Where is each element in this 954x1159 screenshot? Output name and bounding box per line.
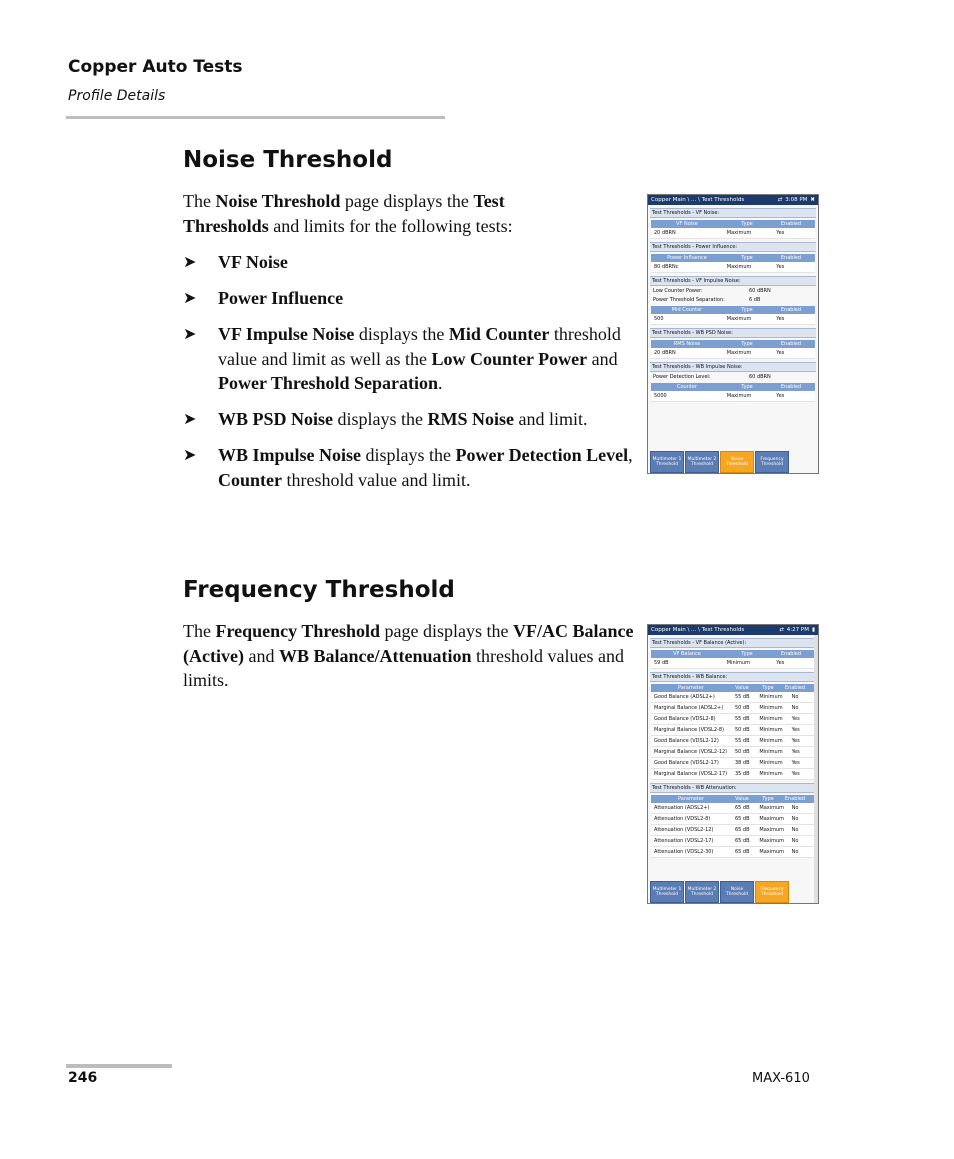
table-cell: Yes <box>776 350 785 356</box>
text: displays the <box>354 324 449 344</box>
table-cell: 20 dBRN <box>654 350 676 356</box>
bullet-arrow-icon: ➤ <box>183 411 197 428</box>
table-header <box>651 340 815 348</box>
emphasis: VF/AC Balance (Active) <box>183 621 634 666</box>
setting-value: 60 dBRN <box>749 287 771 294</box>
page-number: 246 <box>68 1070 98 1086</box>
table-cell: Minimum <box>759 771 783 777</box>
table-header <box>651 383 815 391</box>
table-cell: 59 dB <box>654 660 669 666</box>
table-cell: Minimum <box>759 727 783 733</box>
table-cell: 65 dB <box>734 838 750 844</box>
table-header <box>651 684 815 692</box>
tab-multimeter-1-threshold[interactable]: Multimeter 1 Threshold <box>650 451 684 473</box>
table-cell: Maximum <box>726 264 752 270</box>
column-header: Power Influence <box>667 255 707 261</box>
table-row <box>651 703 815 714</box>
setting-row <box>651 372 815 381</box>
device-clock: 4:27 PM <box>786 627 809 633</box>
table-cell: 50 dB <box>734 749 750 755</box>
table-cell: Yes <box>791 760 800 766</box>
setting-row <box>651 286 815 295</box>
column-header: Enabled <box>780 651 802 657</box>
column-header: Type <box>741 384 753 390</box>
section-label: Test Thresholds - VF Balance (Active): <box>650 638 816 648</box>
sync-icon: ⇄ <box>779 627 784 633</box>
tab-noise-threshold[interactable]: Noise Threshold <box>720 881 754 903</box>
table-cell: No <box>791 694 799 700</box>
table-cell: Maximum <box>726 316 752 322</box>
table-row <box>651 391 815 402</box>
table-cell: 55 dB <box>734 716 750 722</box>
text: The <box>183 621 216 641</box>
emphasis: Noise Threshold <box>215 191 341 211</box>
text: , <box>628 445 633 465</box>
table-cell: Maximum <box>759 838 785 844</box>
emphasis: Power Detection Level <box>455 445 629 465</box>
emphasis: WB PSD Noise <box>218 409 334 429</box>
table-cell: No <box>791 805 799 811</box>
noise-threshold-intro <box>183 189 583 238</box>
table-cell: Good Balance (ADSL2+) <box>654 694 715 700</box>
bullet-arrow-icon: ➤ <box>183 254 197 271</box>
table-cell: Minimum <box>759 716 783 722</box>
table-row <box>651 836 815 847</box>
section-label: Test Thresholds - WB Balance: <box>650 672 816 682</box>
threshold-tabs <box>648 451 789 473</box>
table-cell: Yes <box>791 749 800 755</box>
section-label: Test Thresholds - VF Impulse Noise: <box>650 276 816 286</box>
list-item <box>183 443 643 492</box>
column-header: Type <box>741 651 753 657</box>
table-row <box>651 769 815 780</box>
text: displays the <box>361 445 456 465</box>
device-title-bar <box>648 625 818 635</box>
table-cell: Minimum <box>759 760 783 766</box>
emphasis: Low Counter Power <box>431 348 588 369</box>
table-cell: Yes <box>791 716 800 722</box>
tab-frequency-threshold[interactable]: Frequency Threshold <box>755 451 789 473</box>
table-row <box>651 803 815 814</box>
text: displays the <box>333 409 428 429</box>
text: The <box>183 191 216 211</box>
column-header: Type <box>741 221 753 227</box>
text: page displays the <box>380 621 513 641</box>
table-row <box>651 747 815 758</box>
table-cell: Good Balance (VDSL2-8) <box>654 716 716 722</box>
device-clock: 3:08 PM <box>785 197 808 203</box>
column-header: Enabled <box>780 221 802 227</box>
emphasis: WB Balance/Attenuation <box>278 645 472 666</box>
table-cell: 80 dBRNc <box>654 264 679 270</box>
sync-icon: ⇄ <box>777 197 783 203</box>
column-header: Type <box>741 341 753 347</box>
table-cell: 65 dB <box>734 816 750 822</box>
column-header: Value <box>735 685 749 691</box>
table-header <box>651 254 815 262</box>
emphasis: VF Impulse Noise <box>218 324 355 344</box>
column-header: Enabled <box>780 255 802 261</box>
table-cell: Yes <box>791 771 800 777</box>
table-row <box>651 758 815 769</box>
table-cell: Attenuation (VDSL2-17) <box>654 838 714 844</box>
table-cell: 38 dB <box>734 760 750 766</box>
emphasis: Power Influence <box>218 288 344 308</box>
emphasis: Power Threshold Separation <box>218 373 439 393</box>
list-item <box>183 407 643 432</box>
table-row <box>651 847 815 858</box>
table-row <box>651 725 815 736</box>
table-row <box>651 825 815 836</box>
text: and <box>243 645 279 666</box>
noise-threshold-tables <box>648 208 818 402</box>
header-rule <box>66 116 445 119</box>
section-label: Test Thresholds - VF Noise: <box>650 208 816 218</box>
section-label: Test Thresholds - WB Impulse Noise: <box>650 362 816 372</box>
table-cell: 55 dB <box>734 738 750 744</box>
product-model: MAX-610 <box>752 1071 810 1086</box>
tab-frequency-threshold[interactable]: Frequency Threshold <box>755 881 789 903</box>
text: threshold value and limit as well as the <box>218 324 621 369</box>
column-header: Enabled <box>780 307 802 313</box>
section-label: Test Thresholds - WB PSD Noise: <box>650 328 816 338</box>
table-cell: Attenuation (ADSL2+) <box>654 805 710 811</box>
list-item <box>183 322 643 396</box>
table-row <box>651 714 815 725</box>
table-cell: Yes <box>791 738 800 744</box>
table-cell: Minimum <box>759 749 783 755</box>
table-cell: Yes <box>776 230 785 236</box>
table-header <box>651 306 815 314</box>
table-cell: 65 dB <box>734 849 750 855</box>
setting-label: Power Threshold Separation: <box>653 296 725 303</box>
table-row <box>651 228 815 239</box>
noise-threshold-screenshot <box>647 194 819 474</box>
text: and <box>587 348 618 369</box>
table-header <box>651 220 815 228</box>
footer-rule <box>66 1064 172 1068</box>
column-header: VF Balance <box>673 651 701 657</box>
table-header <box>651 795 815 803</box>
emphasis: WB Impulse Noise <box>218 445 362 465</box>
text: . <box>438 373 443 393</box>
table-cell: 65 dB <box>734 827 750 833</box>
table-row <box>651 658 815 669</box>
column-header: Enabled <box>784 685 806 691</box>
table-cell: Minimum <box>759 705 783 711</box>
table-cell: Attenuation (VDSL2-8) <box>654 816 711 822</box>
table-cell: Minimum <box>759 738 783 744</box>
table-cell: Marginal Balance (VDSL2-8) <box>654 727 724 733</box>
column-header: Parameter <box>677 796 704 802</box>
column-header: Mid Counter <box>671 307 703 313</box>
text: and limit. <box>514 409 588 429</box>
tab-multimeter-2-threshold[interactable]: Multimeter 2 Threshold <box>685 881 719 903</box>
setting-row <box>651 295 815 304</box>
table-cell: Attenuation (VDSL2-12) <box>654 827 714 833</box>
table-cell: Yes <box>776 393 785 399</box>
section-label: Test Thresholds - Power Influence: <box>650 242 816 252</box>
table-cell: Marginal Balance (VDSL2-17) <box>654 771 728 777</box>
table-row <box>651 314 815 325</box>
table-row <box>651 814 815 825</box>
bullet-arrow-icon: ➤ <box>183 326 197 343</box>
column-header: Parameter <box>677 685 704 691</box>
table-row <box>651 262 815 273</box>
table-cell: Marginal Balance (ADSL2+) <box>654 705 724 711</box>
close-icon[interactable]: ✖ <box>810 197 815 203</box>
table-cell: Good Balance (VDSL2-12) <box>654 738 719 744</box>
table-cell: Maximum <box>759 805 785 811</box>
table-cell: Maximum <box>759 827 785 833</box>
table-cell: Good Balance (VDSL2-17) <box>654 760 719 766</box>
chapter-title: Copper Auto Tests <box>68 57 243 77</box>
column-header: Enabled <box>780 384 802 390</box>
emphasis: Test Thresholds <box>183 191 505 236</box>
table-cell: 20 dBRN <box>654 230 676 236</box>
emphasis: Counter <box>218 469 282 490</box>
frequency-threshold-tables <box>648 638 818 858</box>
table-cell: No <box>791 827 799 833</box>
bullet-arrow-icon: ➤ <box>183 290 197 307</box>
device-breadcrumb: Copper Main \ ... \ Test Thresholds <box>651 197 745 203</box>
table-cell: Yes <box>776 316 785 322</box>
column-header: Type <box>762 685 774 691</box>
frequency-threshold-heading: Frequency Threshold <box>183 577 455 603</box>
text: page displays the <box>340 191 474 211</box>
column-header: Type <box>741 307 753 313</box>
column-header: Counter <box>677 384 697 390</box>
setting-label: Power Detection Level: <box>653 373 711 380</box>
device-title-bar <box>648 195 818 205</box>
section-label: Test Thresholds - WB Attenuation: <box>650 783 816 793</box>
list-item <box>183 250 643 275</box>
column-header: Enabled <box>784 796 806 802</box>
table-cell: 55 dB <box>734 694 750 700</box>
setting-label: Low Counter Power: <box>653 287 703 294</box>
table-cell: No <box>791 838 799 844</box>
battery-icon: ▮ <box>811 627 815 633</box>
table-cell: Minimum <box>759 694 783 700</box>
table-cell: Minimum <box>726 660 750 666</box>
scrollbar[interactable] <box>814 635 818 903</box>
table-cell: No <box>791 849 799 855</box>
emphasis: RMS Noise <box>427 409 515 429</box>
table-cell: 500 <box>654 316 664 322</box>
table-cell: 5000 <box>654 393 667 399</box>
table-cell: No <box>791 705 799 711</box>
table-cell: Maximum <box>726 393 752 399</box>
table-cell: 65 dB <box>734 805 750 811</box>
tab-noise-threshold[interactable]: Noise Threshold <box>720 451 754 473</box>
column-header: Value <box>735 796 749 802</box>
noise-threshold-heading: Noise Threshold <box>183 147 393 173</box>
column-header: Type <box>741 255 753 261</box>
table-header <box>651 650 815 658</box>
table-cell: Attenuation (VDSL2-30) <box>654 849 714 855</box>
tab-multimeter-1-threshold[interactable]: Multimeter 1 Threshold <box>650 881 684 903</box>
setting-value: 60 dBRN <box>749 373 771 380</box>
column-header: VF Noise <box>676 221 698 227</box>
table-cell: 35 dB <box>734 771 750 777</box>
table-cell: No <box>791 816 799 822</box>
table-cell: Maximum <box>726 350 752 356</box>
chapter-subtitle: Profile Details <box>68 88 166 104</box>
text: threshold values and limits. <box>183 645 624 690</box>
column-header: RMS Noise <box>673 341 701 347</box>
device-breadcrumb: Copper Main \ ... \ Test Thresholds <box>651 627 745 633</box>
table-row <box>651 736 815 747</box>
table-cell: Maximum <box>726 230 752 236</box>
table-cell: 50 dB <box>734 705 750 711</box>
emphasis: VF Noise <box>218 252 288 272</box>
frequency-threshold-screenshot <box>647 624 819 904</box>
bullet-arrow-icon: ➤ <box>183 447 197 464</box>
emphasis: Mid Counter <box>448 324 550 344</box>
table-cell: 50 dB <box>734 727 750 733</box>
noise-test-list <box>183 250 643 504</box>
column-header: Type <box>762 796 774 802</box>
frequency-threshold-intro <box>183 619 643 693</box>
text: threshold value and limit. <box>282 469 471 490</box>
threshold-tabs <box>648 881 789 903</box>
table-cell: Marginal Balance (VDSL2-12) <box>654 749 728 755</box>
column-header: Enabled <box>780 341 802 347</box>
table-cell: Maximum <box>759 849 785 855</box>
table-cell: Yes <box>776 264 785 270</box>
table-cell: Yes <box>791 727 800 733</box>
table-row <box>651 692 815 703</box>
text: and limits for the following tests: <box>268 215 513 236</box>
table-cell: Maximum <box>759 816 785 822</box>
setting-value: 6 dB <box>749 296 761 303</box>
list-item <box>183 286 643 311</box>
table-row <box>651 348 815 359</box>
tab-multimeter-2-threshold[interactable]: Multimeter 2 Threshold <box>685 451 719 473</box>
table-cell: Yes <box>776 660 785 666</box>
emphasis: Frequency Threshold <box>215 621 381 641</box>
